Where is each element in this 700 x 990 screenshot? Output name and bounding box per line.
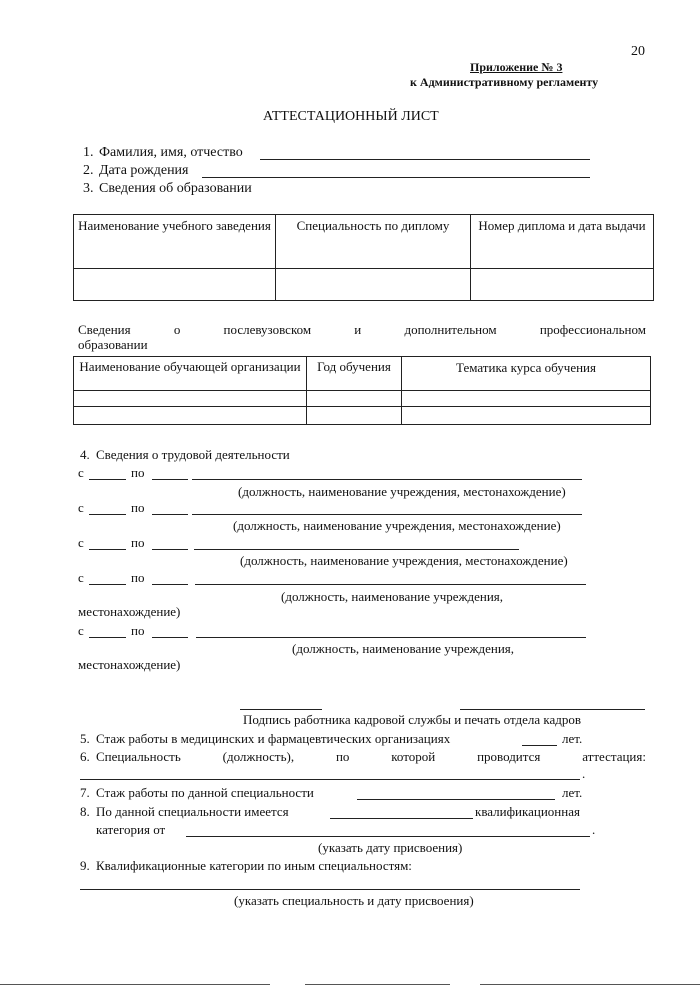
edu-cell[interactable] [74,269,276,301]
item-3-label: Сведения об образовании [99,181,252,196]
item-4-label: Сведения о трудовой деятельности [96,447,290,462]
postgrad-word: о [173,322,181,337]
item-5-num: 5. [80,731,90,746]
work-from-label: с [78,623,84,638]
work-position-line[interactable] [192,514,582,515]
item-6-word: аттестация: [582,749,646,764]
postgrad-word: профессиональном [539,322,646,337]
work-from-label: с [78,500,84,515]
item-1-label: Фамилия, имя, отчество [99,145,243,160]
work-to-line[interactable] [152,514,188,515]
signature-line[interactable] [240,709,322,710]
work-to-line[interactable] [152,637,188,638]
education-table [73,214,654,301]
postgrad-intro [78,322,646,338]
postgrad-table [73,356,651,425]
work-from-line[interactable] [89,479,126,480]
item-7-label: Стаж работы по данной специальности [96,785,314,800]
page-number: 20 [631,44,645,59]
stamp-line[interactable] [460,709,645,710]
edu-cell[interactable] [276,269,471,301]
item-5-suffix: лет. [562,731,583,746]
item-8-label: По данной специальности имеется [96,804,289,819]
work-position-line[interactable] [195,584,586,585]
appendix-title: Приложение № 3 [470,60,563,74]
work-caption: (должность, наименование учреждения, местонахождение) [238,484,566,499]
item-7-suffix: лет. [562,785,583,800]
work-to-label: по [131,465,145,480]
postgrad-cell[interactable] [402,407,651,425]
work-to-line[interactable] [152,549,188,550]
item-7-num: 7. [80,785,90,800]
postgrad-header-year: Год обучения [307,357,402,391]
postgrad-cell[interactable] [74,391,307,407]
postgrad-cell[interactable] [307,407,402,425]
appendix-subtitle: к Административному регламенту [410,75,599,89]
work-from-line[interactable] [89,549,126,550]
item-6-word: которой [391,749,436,764]
item-2-label: Дата рождения [99,163,189,178]
edu-header-specialty: Специальность по диплому [276,215,471,269]
item-2-input-line[interactable] [202,177,590,178]
postgrad-word: послевузовском [223,322,312,337]
work-caption: (должность, наименование учреждения, местонахождение) [240,553,568,568]
signature-caption: Подпись работника кадровой службы и печать отдела кадров [243,712,582,727]
postgrad-word: Сведения [78,322,131,337]
work-caption: (должность, наименование учреждения, местонахождение) [233,518,561,533]
work-to-line[interactable] [152,479,188,480]
postgrad-header-org: Наименование обучающей организации [74,357,307,391]
bottom-edge-line [305,984,450,985]
item-5-label: Стаж работы в медицинских и фармацевтических организациях [96,731,451,746]
work-to-label: по [131,623,145,638]
item-8-input-line[interactable] [330,818,473,819]
item-4-num: 4. [80,447,90,462]
postgrad-cell[interactable] [307,391,402,407]
item-8-line2: категория от [96,822,166,837]
work-caption-cont: местонахождение) [78,604,181,619]
item-8-date-line[interactable] [186,836,590,837]
edu-header-diploma: Номер диплома и дата выдачи [471,215,654,269]
work-to-line[interactable] [152,584,188,585]
item-6-word: Специальность [96,749,181,764]
item-8-end: . [592,822,596,837]
postgrad-intro-line2: образовании [78,337,148,352]
edu-cell[interactable] [471,269,654,301]
item-8-suffix: квалификационная [475,804,580,819]
item-9-caption: (указать специальность и дату присвоения) [234,893,474,908]
item-7-input-line[interactable] [357,799,555,800]
bottom-edge-line [0,984,270,985]
doc-title: АТТЕСТАЦИОННЫЙ ЛИСТ [263,109,439,124]
work-to-label: по [131,500,145,515]
item-6-end: . [582,766,586,781]
work-position-line[interactable] [196,637,586,638]
item-6-input-line[interactable] [80,779,580,780]
work-caption: (должность, наименование учреждения, [281,589,504,604]
item-6-word: (должность), [222,749,295,764]
postgrad-word: дополнительном [404,322,497,337]
bottom-edge-line [480,984,700,985]
item-9-label: Квалификационные категории по иным специальностям: [96,858,412,873]
work-from-label: с [78,570,84,585]
work-from-line[interactable] [89,514,126,515]
postgrad-cell[interactable] [402,391,651,407]
item-6-word: проводится [477,749,541,764]
item-5-input-line[interactable] [522,745,557,746]
postgrad-cell[interactable] [74,407,307,425]
item-8-num: 8. [80,804,90,819]
work-to-label: по [131,535,145,550]
item-9-num: 9. [80,858,90,873]
work-from-line[interactable] [89,584,126,585]
item-1-input-line[interactable] [260,159,590,160]
edu-header-institution: Наименование учебного заведения [74,215,276,269]
work-to-label: по [131,570,145,585]
item-3-num: 3. [83,181,94,196]
item-2-num: 2. [83,163,94,178]
work-position-line[interactable] [194,549,519,550]
item-6-label [96,749,646,765]
item-6-word: по [335,749,350,764]
work-from-label: с [78,535,84,550]
work-caption-cont: местонахождение) [78,657,181,672]
item-9-input-line[interactable] [80,889,580,890]
item-1-num: 1. [83,145,94,160]
item-8-caption: (указать дату присвоения) [318,840,463,855]
work-from-line[interactable] [89,637,126,638]
work-position-line[interactable] [192,479,582,480]
work-from-label: с [78,465,84,480]
postgrad-header-topic: Тематика курса обучения [402,357,651,391]
item-6-num: 6. [80,749,90,764]
postgrad-word: и [354,322,362,337]
work-caption: (должность, наименование учреждения, [292,641,515,656]
